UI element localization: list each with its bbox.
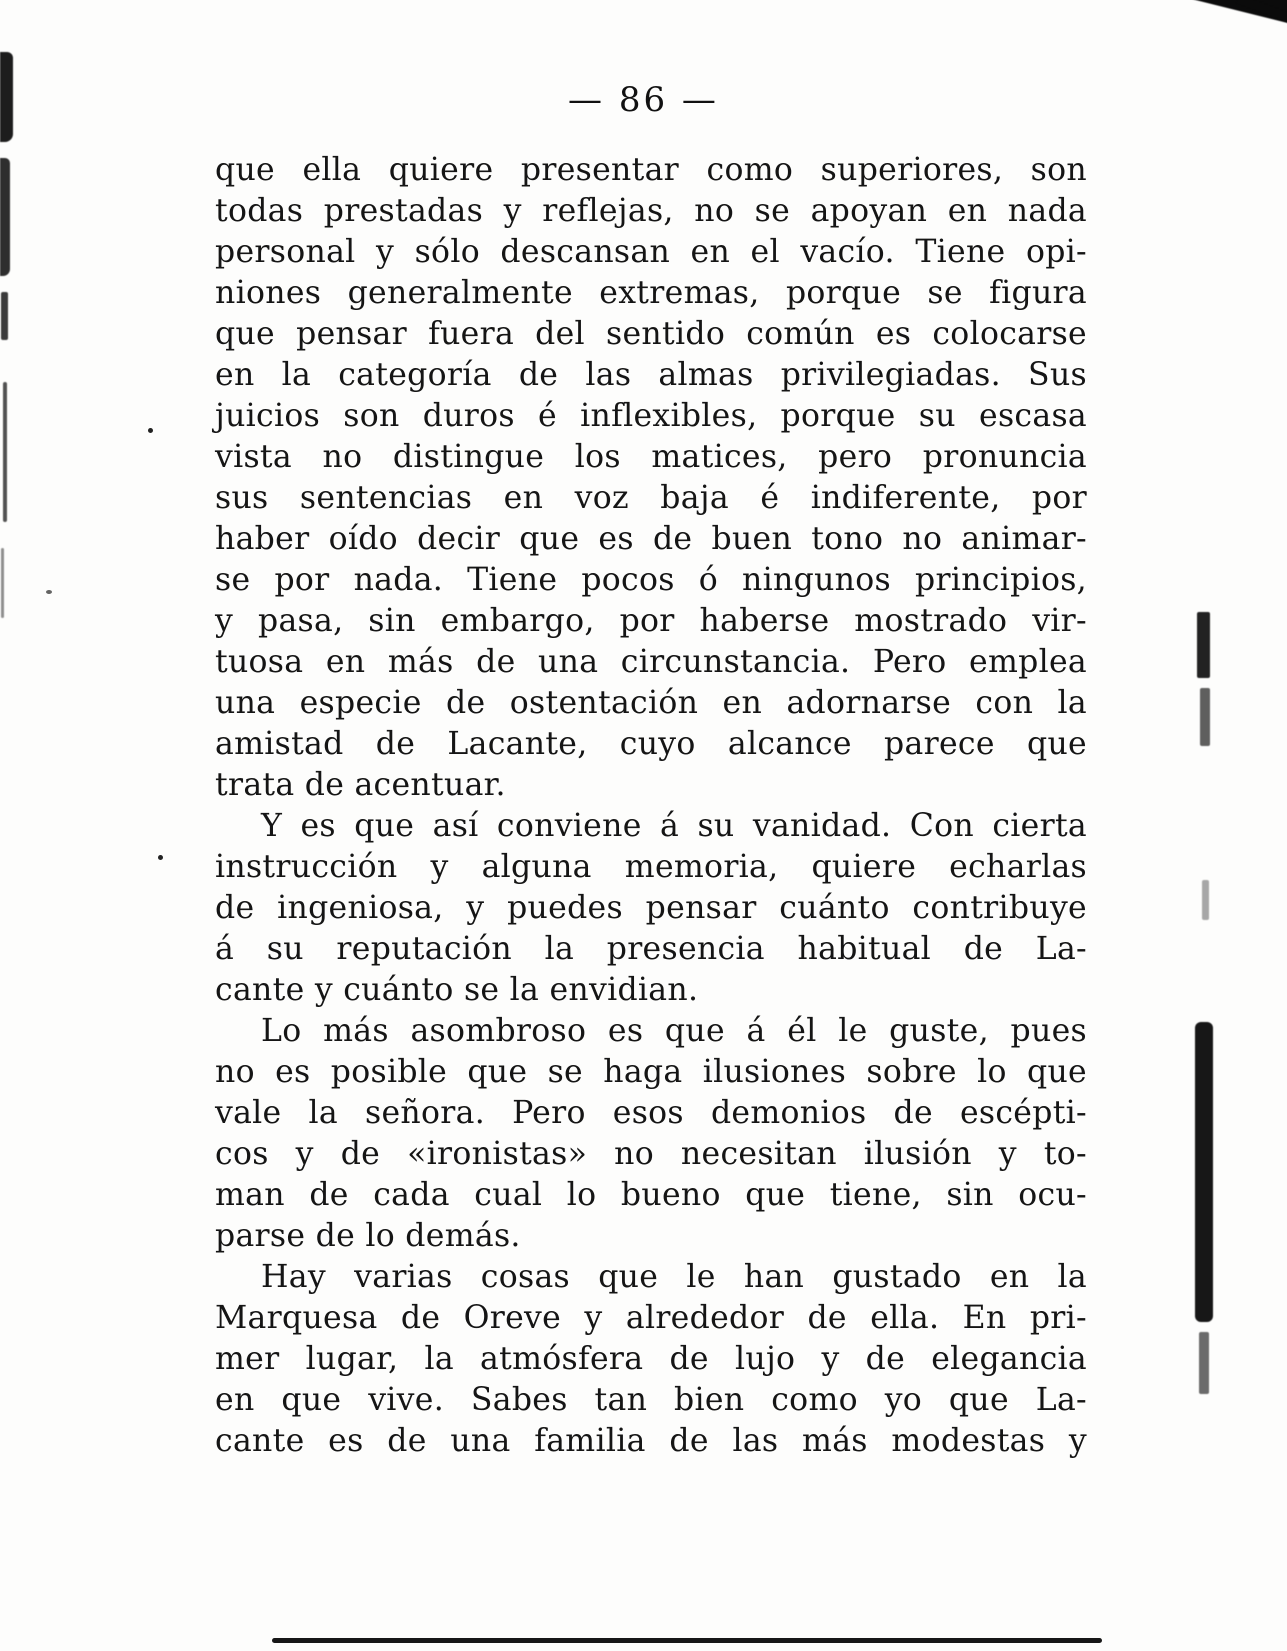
text-line: instrucción y alguna memoria, quiere echarlas [215, 849, 1087, 885]
page-number: — 86 — [568, 80, 719, 120]
text-line: mer lugar, la atmósfera de lujo y de elegancia [215, 1341, 1087, 1377]
text-line: que ella quiere presentar como superiores, son [215, 152, 1087, 188]
text-line: personal y sólo descansan en el vacío. Tiene opi- [215, 234, 1087, 270]
text-line: cos y de «ironistas» no necesitan ilusión y to- [215, 1136, 1087, 1172]
text-line: cante y cuánto se la envidian. [215, 972, 699, 1008]
text-line: tuosa en más de una circunstancia. Pero emplea [215, 644, 1087, 680]
scan-artifact [3, 382, 7, 522]
text-line: sus sentencias en voz baja é indiferente, por [215, 480, 1087, 516]
scan-artifact [1195, 1022, 1213, 1322]
text-line: amistad de Lacante, cuyo alcance parece que [215, 726, 1087, 762]
scan-artifact [1199, 1332, 1209, 1394]
text-line: juicios son duros é inflexibles, porque su escasa [215, 398, 1087, 434]
scan-artifact [0, 52, 13, 142]
scan-artifact [1202, 880, 1209, 920]
paragraph [215, 806, 1087, 1011]
text-line: Y es que así conviene á su vanidad. Con cierta [261, 808, 1087, 844]
text-line: en que vive. Sabes tan bien como yo que La- [215, 1382, 1087, 1418]
scan-artifact [272, 1638, 1102, 1643]
scan-artifact [1, 292, 8, 340]
paragraph [215, 1011, 1087, 1257]
text-line: Marquesa de Oreve y alrededor de ella. En pri- [215, 1300, 1087, 1336]
scan-artifact [1197, 612, 1210, 678]
text-line: man de cada cual lo bueno que tiene, sin ocu- [215, 1177, 1087, 1213]
text-line: cante es de una familia de las más modestas y [215, 1423, 1087, 1459]
scan-speck [46, 590, 52, 594]
text-line: en la categoría de las almas privilegiadas. Sus [215, 357, 1087, 393]
page-text [215, 150, 1087, 1462]
text-line: á su reputación la presencia habitual de La- [215, 931, 1087, 967]
scan-speck [148, 428, 153, 433]
scan-speck [158, 855, 163, 860]
text-line: trata de acentuar. [215, 767, 506, 803]
text-line: Hay varias cosas que le han gustado en la [261, 1259, 1087, 1295]
text-line: Lo más asombroso es que á él le guste, pues [261, 1013, 1087, 1049]
text-line: de ingeniosa, y puedes pensar cuánto contribuye [215, 890, 1087, 926]
paragraph [215, 1257, 1087, 1462]
paragraph [215, 150, 1087, 806]
text-line: vale la señora. Pero esos demonios de escépti- [215, 1095, 1087, 1131]
text-line: y pasa, sin embargo, por haberse mostrado vir- [215, 603, 1087, 639]
scan-artifact [0, 158, 10, 276]
text-line: haber oído decir que es de buen tono no animar- [215, 521, 1087, 557]
text-line: parse de lo demás. [215, 1218, 521, 1254]
scan-artifact [1, 548, 4, 618]
text-line: que pensar fuera del sentido común es colocarse [215, 316, 1087, 352]
text-line: no es posible que se haga ilusiones sobre lo que [215, 1054, 1087, 1090]
text-line: se por nada. Tiene pocos ó ningunos principios, [215, 562, 1087, 598]
text-line: niones generalmente extremas, porque se figura [215, 275, 1087, 311]
scan-artifact [1200, 688, 1210, 746]
text-line: vista no distingue los matices, pero pronuncia [215, 439, 1087, 475]
text-line: una especie de ostentación en adornarse con la [215, 685, 1087, 721]
text-line: todas prestadas y reflejas, no se apoyan en nada [215, 193, 1087, 229]
